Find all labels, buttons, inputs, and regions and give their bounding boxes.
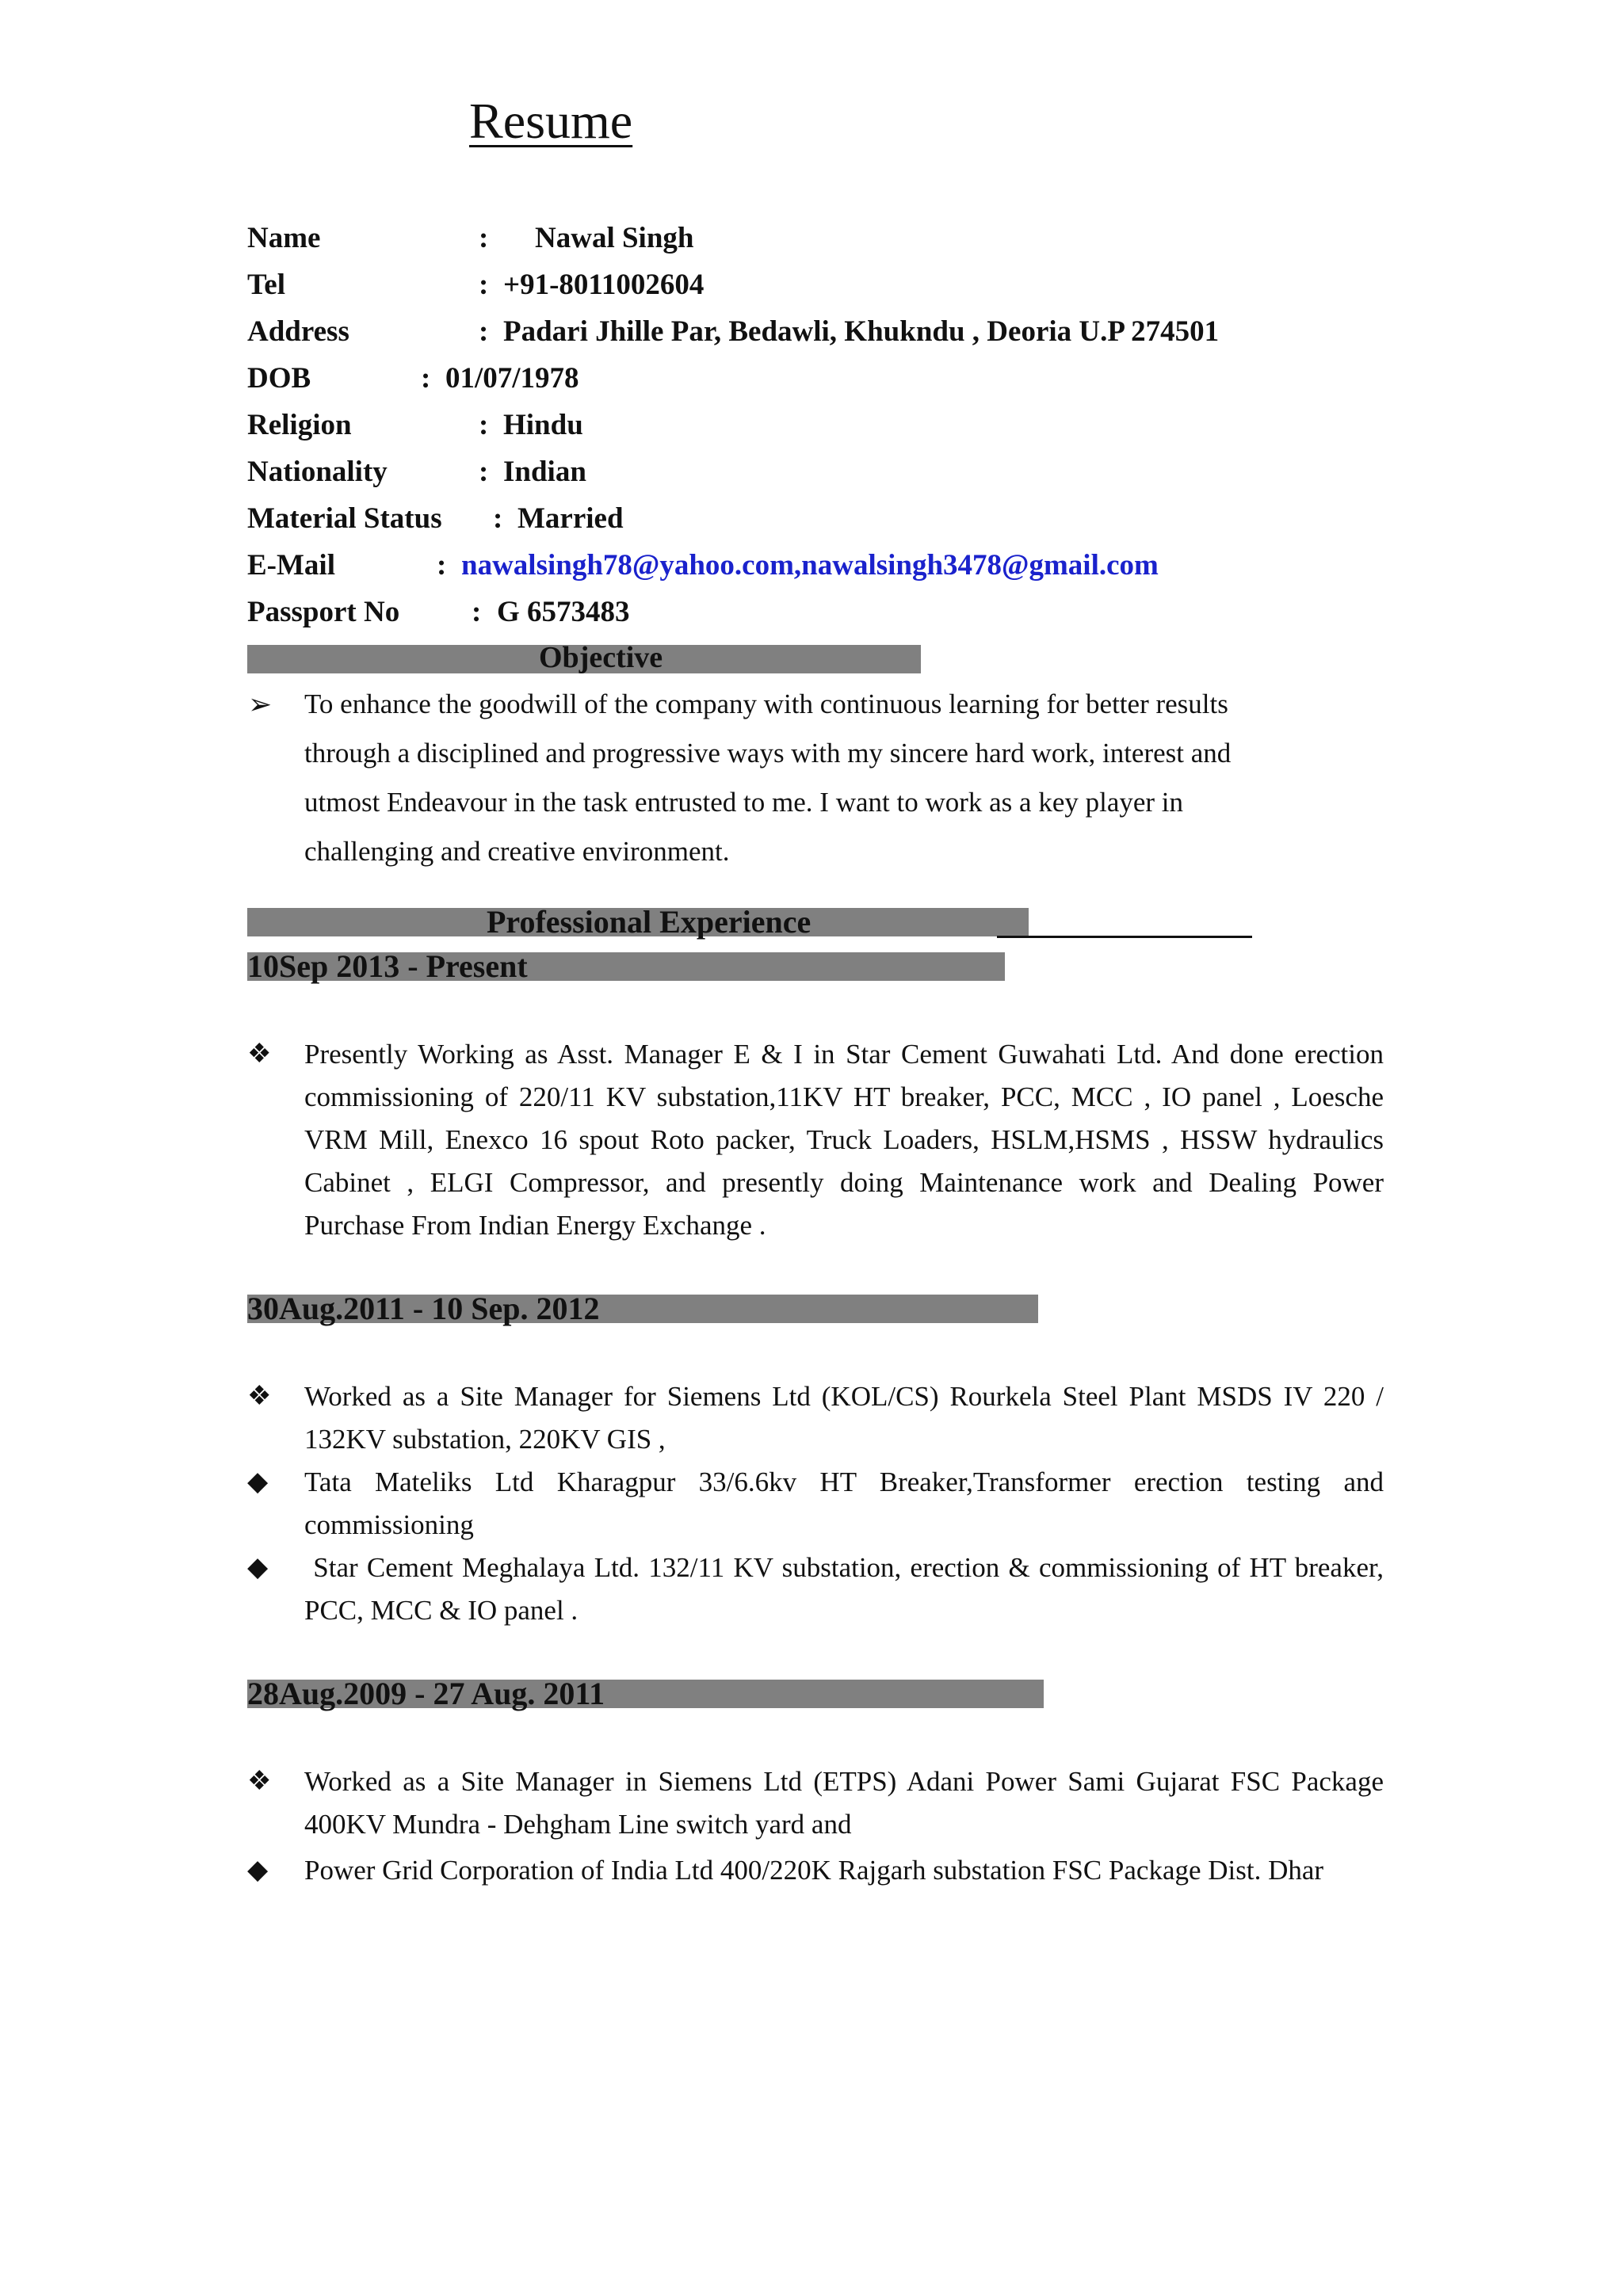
objective-heading: Objective [539, 641, 663, 674]
objective-line: challenging and creative environment. [304, 836, 730, 867]
objective-line: To enhance the goodwill of the company with continuous learning for better results [304, 688, 1228, 719]
experience-item: Worked as a Site Manager in Siemens Ltd (ETPS) Adani Power Sami Gujarat FSC Package 400KV Mundra - Dehgham Line switch yard and [304, 1766, 1384, 1840]
address-sep: : [479, 315, 489, 348]
address-value: Padari Jhille Par, Bedawli, Khukndu , Deoria U.P 274501 [503, 315, 1220, 348]
tel-label: Tel [247, 269, 285, 301]
diamond-star-bullet-icon: ❖ [247, 1382, 272, 1411]
name-sep: : [479, 222, 489, 254]
religion-sep: : [479, 409, 489, 441]
dob-value: 01/07/1978 [445, 362, 579, 395]
dob-sep: : [421, 362, 431, 395]
tel-value: +91-8011002604 [503, 269, 705, 301]
experience-item: Worked as a Site Manager for Siemens Ltd (KOL/CS) Rourkela Steel Plant MSDS IV 220 / 132KV substation, 220KV GIS , [304, 1381, 1384, 1455]
objective-line: through a disciplined and progressive ways with my sincere hard work, interest and [304, 738, 1232, 769]
name-value: Nawal Singh [535, 222, 694, 254]
experience-heading-underline [997, 936, 1252, 938]
status-label: Material Status [247, 502, 442, 535]
nationality-value: Indian [503, 456, 586, 488]
diamond-bullet-icon: ◆ [247, 1467, 269, 1497]
experience-item: Presently Working as Asst. Manager E & I in Star Cement Guwahati Ltd. And done erection commissioning of 220/11 KV substation,11KV HT breaker, PCC, MCC , IO panel , Loesche VRM Mill, Enexco 16 spout Roto packer, Truck Loaders, HSLM,HSMS , HSSW hydraulics Cabinet , ELGI Compressor, and presently doing Maintenance work and Dealing Power Purchase From Indian Energy Exchange . [304, 1039, 1384, 1241]
objective-text [304, 680, 1231, 876]
experience-heading: Professional Experience [487, 904, 812, 940]
status-sep: : [493, 502, 503, 535]
name-label: Name [247, 222, 321, 254]
nationality-sep: : [479, 456, 489, 488]
diamond-star-bullet-icon: ❖ [247, 1767, 272, 1796]
dob-label: DOB [247, 362, 311, 395]
period-title: 30Aug.2011 - 10 Sep. 2012 [247, 1291, 600, 1326]
diamond-bullet-icon: ◆ [247, 1553, 269, 1582]
status-value: Married [517, 502, 624, 535]
tel-sep: : [479, 269, 489, 301]
experience-item: Star Cement Meghalaya Ltd. 132/11 KV substation, erection & commissioning of HT breaker, PCC, MCC & IO panel . [304, 1552, 1391, 1626]
page-title: Resume [469, 93, 633, 149]
address-label: Address [247, 315, 349, 348]
arrow-bullet-icon: ➢ [248, 688, 273, 720]
passport-sep: : [472, 596, 482, 628]
religion-value: Hindu [503, 409, 583, 441]
diamond-bullet-icon: ◆ [247, 1855, 269, 1885]
nationality-label: Nationality [247, 456, 388, 488]
diamond-star-bullet-icon: ❖ [247, 1039, 272, 1069]
religion-label: Religion [247, 409, 352, 441]
period-title: 10Sep 2013 - Present [247, 948, 528, 984]
email-sep: : [437, 549, 447, 582]
experience-item: Tata Mateliks Ltd Kharagpur 33/6.6kv HT Breaker,Transformer erection testing and commissioning [304, 1466, 1384, 1540]
experience-item: Power Grid Corporation of India Ltd 400/220K Rajgarh substation FSC Package Dist. Dhar [304, 1855, 1324, 1886]
email-link[interactable]: nawalsingh78@yahoo.com,nawalsingh3478@gmail.com [461, 549, 1159, 582]
period-title: 28Aug.2009 - 27 Aug. 2011 [247, 1676, 605, 1711]
objective-line: utmost Endeavour in the task entrusted to me. I want to work as a key player in [304, 787, 1184, 818]
passport-label: Passport No [247, 596, 400, 628]
passport-value: G 6573483 [497, 596, 630, 628]
email-label: E-Mail [247, 549, 335, 582]
